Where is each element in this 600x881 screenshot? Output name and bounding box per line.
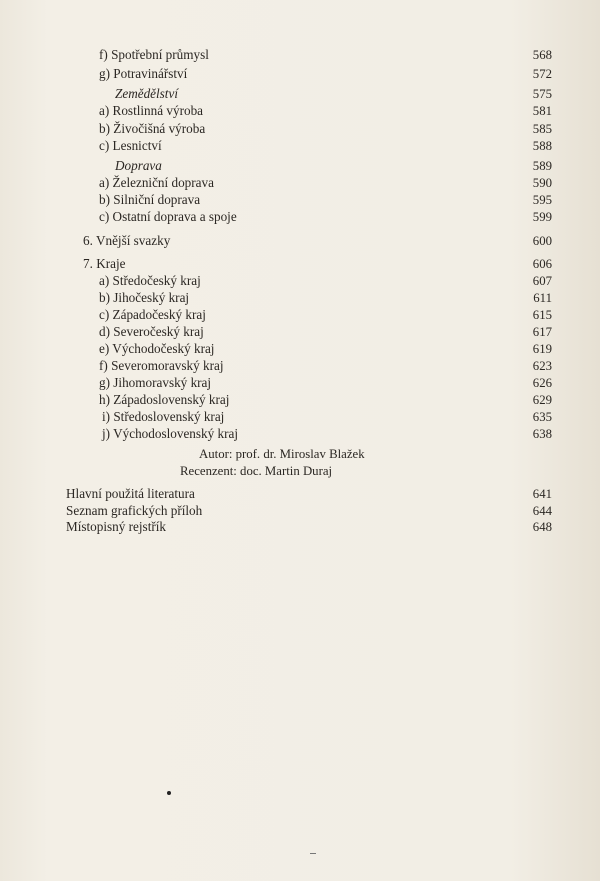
toc-entry-label: c) Lesnictví xyxy=(99,138,162,153)
toc-entry-label: c) Západočeský kraj xyxy=(99,307,206,322)
toc-chapter-label: Hlavní použitá literatura xyxy=(66,486,195,501)
toc-entry xyxy=(0,103,600,119)
toc-entry xyxy=(0,358,600,374)
toc-entry-page: 599 xyxy=(532,210,552,224)
toc-entry xyxy=(0,307,600,323)
toc-entry xyxy=(0,341,600,357)
toc-entry-page: 611 xyxy=(533,291,552,305)
toc-entry-label: a) Rostlinná výroba xyxy=(99,103,204,118)
toc-entry-page: 635 xyxy=(532,410,552,424)
toc-entry xyxy=(0,375,600,391)
toc-entry-page: 615 xyxy=(532,308,552,322)
toc-entry-label: g) Jihomoravský kraj xyxy=(99,375,212,390)
toc-entry-label: e) Východočeský kraj xyxy=(99,341,215,356)
reviewer-credit: Recenzent: doc. Martin Duraj xyxy=(180,464,333,478)
toc-chapter xyxy=(0,503,600,519)
toc-entry-page: 641 xyxy=(532,487,552,501)
toc-chapter xyxy=(0,256,600,272)
toc-entry-page: 607 xyxy=(532,274,552,288)
toc-entry-page: 590 xyxy=(532,176,552,190)
toc-entry-label: f) Spotřební průmysl xyxy=(99,47,209,62)
toc-entry-page: 572 xyxy=(532,67,552,81)
toc-entry xyxy=(0,273,600,289)
toc-entry xyxy=(0,175,600,191)
toc-entry-label: b) Živočišná výroba xyxy=(99,121,206,136)
toc-entry xyxy=(0,324,600,340)
author-credit: Autor: prof. dr. Miroslav Blažek xyxy=(199,447,365,461)
toc-section-heading-label: Zemědělství xyxy=(115,86,178,101)
toc-entry-label: b) Silniční doprava xyxy=(99,192,201,207)
toc-entry-page: 629 xyxy=(532,393,552,407)
toc-entry-page: 581 xyxy=(532,104,552,118)
toc-entry-page: 606 xyxy=(532,257,552,271)
toc-entry xyxy=(0,66,600,82)
toc-entry-page: 585 xyxy=(532,122,552,136)
toc-entry-label: b) Jihočeský kraj xyxy=(99,290,190,305)
toc-entry xyxy=(0,392,600,408)
toc-entry-label: j) Východoslovenský kraj xyxy=(102,426,239,441)
toc-entry xyxy=(0,138,600,154)
toc-entry-label: h) Západoslovenský kraj xyxy=(99,392,230,407)
toc-entry-page: 623 xyxy=(532,359,552,373)
ink-dot xyxy=(167,791,171,795)
toc-entry-label: g) Potravinářství xyxy=(99,66,188,81)
toc-entry-label: f) Severomoravský kraj xyxy=(99,358,224,373)
toc-chapter-label: Seznam grafických příloh xyxy=(66,503,203,518)
toc-chapter xyxy=(0,233,600,249)
toc-chapter-label: 6. Vnější svazky xyxy=(83,233,171,248)
toc-entry xyxy=(0,409,600,425)
toc-entry-page: 638 xyxy=(532,427,552,441)
toc-entry xyxy=(0,47,600,63)
toc-entry xyxy=(0,209,600,225)
toc-entry xyxy=(0,290,600,306)
toc-entry-page: 626 xyxy=(532,376,552,390)
toc-entry-page: 589 xyxy=(532,159,552,173)
toc-chapter xyxy=(0,519,600,535)
toc-entry-label: i) Středoslovenský kraj xyxy=(102,409,225,424)
toc-section-heading xyxy=(0,86,600,102)
toc-section-heading xyxy=(0,158,600,174)
toc-entry-page: 619 xyxy=(532,342,552,356)
toc-entry-page: 595 xyxy=(532,193,552,207)
toc-chapter xyxy=(0,486,600,502)
toc-entry-page: 617 xyxy=(532,325,552,339)
toc-entry-label: a) Středočeský kraj xyxy=(99,273,201,288)
toc-entry-page: 568 xyxy=(532,48,552,62)
toc-entry-page: 588 xyxy=(532,139,552,153)
toc-entry-page: 600 xyxy=(532,234,552,248)
toc-entry-page: 644 xyxy=(532,504,552,518)
toc-section-heading-label: Doprava xyxy=(115,158,162,173)
toc-entry xyxy=(0,192,600,208)
toc-chapter-label: 7. Kraje xyxy=(83,256,126,271)
ink-mark xyxy=(310,853,316,854)
toc-entry-page: 648 xyxy=(532,520,552,534)
toc-entry-label: d) Severočeský kraj xyxy=(99,324,204,339)
toc-entry xyxy=(0,121,600,137)
toc-chapter-label: Místopisný rejstřík xyxy=(66,519,167,534)
toc-entry xyxy=(0,426,600,442)
toc-entry-page: 575 xyxy=(532,87,552,101)
toc-entry-label: a) Železniční doprava xyxy=(99,175,214,190)
toc-entry-label: c) Ostatní doprava a spoje xyxy=(99,209,237,224)
